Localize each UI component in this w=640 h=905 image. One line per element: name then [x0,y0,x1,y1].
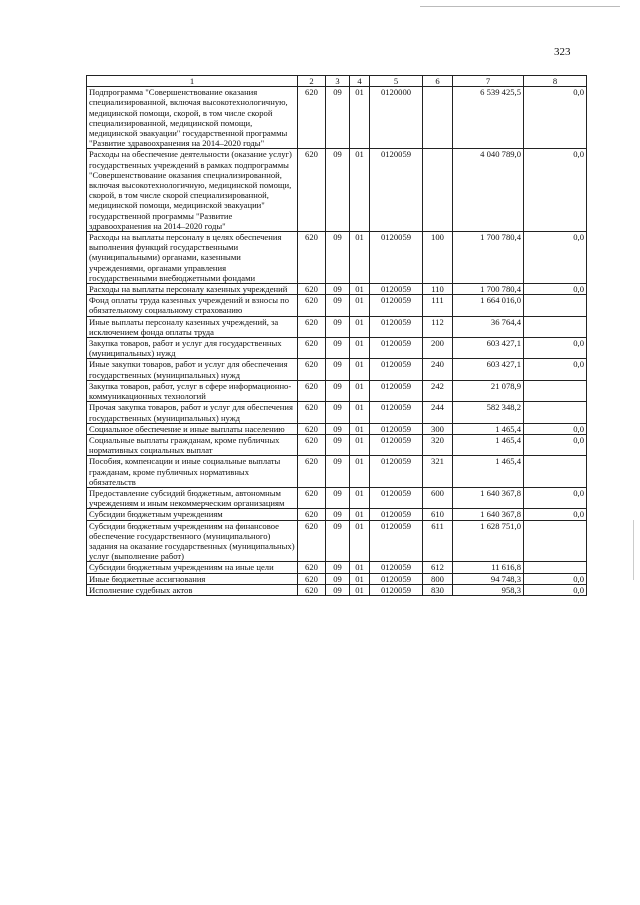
change-cell: 0,0 [524,573,587,584]
section-cell: 09 [326,520,350,562]
amount-cell: 1 465,4 [453,423,524,434]
amount-cell: 11 616,8 [453,562,524,573]
expense-type-cell: 242 [423,380,453,401]
subsection-cell: 01 [350,338,370,359]
subsection-cell: 01 [350,562,370,573]
change-cell: 0,0 [524,423,587,434]
admin-code-cell: 620 [298,423,326,434]
row-name-cell: Предоставление субсидий бюджетным, автономным учреждениям и иным некоммерческим организациям [87,487,298,508]
target-article-cell: 0120059 [370,338,423,359]
admin-code-cell: 620 [298,584,326,595]
subsection-cell: 01 [350,316,370,337]
change-cell: 0,0 [524,509,587,520]
target-article-cell: 0120059 [370,316,423,337]
table-row [87,316,587,337]
section-cell: 09 [326,338,350,359]
admin-code-cell: 620 [298,149,326,232]
table-row [87,87,587,149]
expense-type-cell: 830 [423,584,453,595]
table-row [87,359,587,380]
column-header: 3 [326,76,350,87]
section-cell: 09 [326,295,350,316]
admin-code-cell: 620 [298,284,326,295]
admin-code-cell: 620 [298,573,326,584]
section-cell: 09 [326,316,350,337]
table-row [87,434,587,455]
expense-type-cell: 110 [423,284,453,295]
expense-type-cell: 610 [423,509,453,520]
change-cell: 0,0 [524,584,587,595]
expense-type-cell: 800 [423,573,453,584]
expense-type-cell: 611 [423,520,453,562]
table-row [87,509,587,520]
budget-table [86,75,587,596]
row-name-cell: Субсидии бюджетным учреждениям на иные цели [87,562,298,573]
section-cell: 09 [326,487,350,508]
target-article-cell: 0120059 [370,295,423,316]
change-cell [524,295,587,316]
amount-cell: 603 427,1 [453,338,524,359]
scan-margin-mark [633,520,634,580]
subsection-cell: 01 [350,423,370,434]
row-name-cell: Субсидии бюджетным учреждениям на финансовое обеспечение государственного (муниципального) задания на оказание государственных (муниципальных) услуг (выполнение работ) [87,520,298,562]
target-article-cell: 0120059 [370,149,423,232]
amount-cell: 1 700 780,4 [453,232,524,284]
admin-code-cell: 620 [298,456,326,488]
target-article-cell: 0120059 [370,380,423,401]
change-cell [524,316,587,337]
subsection-cell: 01 [350,232,370,284]
target-article-cell: 0120059 [370,573,423,584]
amount-cell: 1 465,4 [453,456,524,488]
section-cell: 09 [326,456,350,488]
subsection-cell: 01 [350,584,370,595]
admin-code-cell: 620 [298,87,326,149]
section-cell: 09 [326,284,350,295]
table-row [87,284,587,295]
change-cell: 0,0 [524,434,587,455]
subsection-cell: 01 [350,573,370,584]
subsection-cell: 01 [350,520,370,562]
admin-code-cell: 620 [298,520,326,562]
admin-code-cell: 620 [298,359,326,380]
column-header: 5 [370,76,423,87]
table-row [87,562,587,573]
subsection-cell: 01 [350,487,370,508]
target-article-cell: 0120059 [370,520,423,562]
amount-cell: 94 748,3 [453,573,524,584]
table-row [87,520,587,562]
column-header: 7 [453,76,524,87]
amount-cell: 4 040 789,0 [453,149,524,232]
target-article-cell: 0120000 [370,87,423,149]
header-row [87,76,587,87]
column-header: 4 [350,76,370,87]
section-cell: 09 [326,402,350,423]
section-cell: 09 [326,87,350,149]
table-row [87,232,587,284]
amount-cell: 36 764,4 [453,316,524,337]
row-name-cell: Подпрограмма "Совершенствование оказания специализированной, включая высокотехнологичную, медицинской помощи, скорой, в том числе скорой специализированной, медицинской помощи, медицинской эвакуации" государственной программы "Развитие здравоохранения на 2014–2020 годы" [87,87,298,149]
expense-type-cell: 244 [423,402,453,423]
amount-cell: 958,3 [453,584,524,595]
row-name-cell: Иные выплаты персоналу казенных учреждений, за исключением фонда оплаты труда [87,316,298,337]
expense-type-cell: 112 [423,316,453,337]
row-name-cell: Фонд оплаты труда казенных учреждений и взносы по обязательному социальному страхованию [87,295,298,316]
section-cell: 09 [326,573,350,584]
table-row [87,338,587,359]
section-cell: 09 [326,149,350,232]
admin-code-cell: 620 [298,487,326,508]
section-cell: 09 [326,509,350,520]
expense-type-cell: 111 [423,295,453,316]
admin-code-cell: 620 [298,338,326,359]
table-row [87,573,587,584]
target-article-cell: 0120059 [370,584,423,595]
column-header: 2 [298,76,326,87]
section-cell: 09 [326,423,350,434]
admin-code-cell: 620 [298,232,326,284]
expense-type-cell: 100 [423,232,453,284]
target-article-cell: 0120059 [370,562,423,573]
table-row [87,380,587,401]
table-row [87,584,587,595]
amount-cell: 582 348,2 [453,402,524,423]
row-name-cell: Прочая закупка товаров, работ и услуг для обеспечения государственных (муниципальных) нужд [87,402,298,423]
column-header: 6 [423,76,453,87]
change-cell [524,402,587,423]
amount-cell: 1 700 780,4 [453,284,524,295]
change-cell [524,456,587,488]
table-row [87,487,587,508]
subsection-cell: 01 [350,380,370,401]
table-row [87,149,587,232]
page-number: 323 [554,46,571,58]
admin-code-cell: 620 [298,402,326,423]
table-row [87,423,587,434]
target-article-cell: 0120059 [370,487,423,508]
table-row [87,295,587,316]
amount-cell: 1 664 016,0 [453,295,524,316]
expense-type-cell [423,149,453,232]
target-article-cell: 0120059 [370,456,423,488]
target-article-cell: 0120059 [370,232,423,284]
amount-cell: 1 640 367,8 [453,487,524,508]
subsection-cell: 01 [350,456,370,488]
admin-code-cell: 620 [298,295,326,316]
change-cell: 0,0 [524,359,587,380]
expense-type-cell [423,87,453,149]
section-cell: 09 [326,359,350,380]
amount-cell: 603 427,1 [453,359,524,380]
amount-cell: 6 539 425,5 [453,87,524,149]
subsection-cell: 01 [350,434,370,455]
target-article-cell: 0120059 [370,284,423,295]
section-cell: 09 [326,434,350,455]
subsection-cell: 01 [350,149,370,232]
change-cell: 0,0 [524,338,587,359]
change-cell [524,520,587,562]
admin-code-cell: 620 [298,434,326,455]
row-name-cell: Социальные выплаты гражданам, кроме публичных нормативных социальных выплат [87,434,298,455]
row-name-cell: Исполнение судебных актов [87,584,298,595]
section-cell: 09 [326,380,350,401]
expense-type-cell: 200 [423,338,453,359]
target-article-cell: 0120059 [370,402,423,423]
change-cell: 0,0 [524,149,587,232]
change-cell: 0,0 [524,284,587,295]
target-article-cell: 0120059 [370,423,423,434]
expense-type-cell: 321 [423,456,453,488]
expense-type-cell: 300 [423,423,453,434]
row-name-cell: Иные бюджетные ассигнования [87,573,298,584]
row-name-cell: Расходы на выплаты персоналу казенных учреждений [87,284,298,295]
target-article-cell: 0120059 [370,509,423,520]
column-header: 8 [524,76,587,87]
subsection-cell: 01 [350,284,370,295]
table-body [87,87,587,596]
subsection-cell: 01 [350,295,370,316]
amount-cell: 21 078,9 [453,380,524,401]
row-name-cell: Пособия, компенсации и иные социальные выплаты гражданам, кроме публичных нормативных обязательств [87,456,298,488]
amount-cell: 1 465,4 [453,434,524,455]
column-header: 1 [87,76,298,87]
table-row [87,402,587,423]
row-name-cell: Иные закупки товаров, работ и услуг для обеспечения государственных (муниципальных) нужд [87,359,298,380]
row-name-cell: Закупка товаров, работ и услуг для государственных (муниципальных) нужд [87,338,298,359]
admin-code-cell: 620 [298,562,326,573]
amount-cell: 1 640 367,8 [453,509,524,520]
expense-type-cell: 600 [423,487,453,508]
subsection-cell: 01 [350,402,370,423]
change-cell: 0,0 [524,232,587,284]
subsection-cell: 01 [350,509,370,520]
row-name-cell: Расходы на обеспечение деятельности (оказание услуг) государственных учреждений в рамках подпрограммы "Совершенствование оказания специализированной, включая высокотехнологичную, медицинской помощи, скорой, в том числе скорой специализированной, медицинской помощи, медицинской эвакуации" государственной программы "Развитие здравоохранения на 2014–2020 годы" [87,149,298,232]
section-cell: 09 [326,584,350,595]
row-name-cell: Расходы на выплаты персоналу в целях обеспечения выполнения функций государственными (муниципальными) органами, казенными учреждениями, органами управления государственными внебюджетными фондами [87,232,298,284]
target-article-cell: 0120059 [370,434,423,455]
admin-code-cell: 620 [298,509,326,520]
change-cell [524,562,587,573]
row-name-cell: Субсидии бюджетным учреждениям [87,509,298,520]
change-cell: 0,0 [524,487,587,508]
expense-type-cell: 320 [423,434,453,455]
section-cell: 09 [326,562,350,573]
row-name-cell: Закупка товаров, работ, услуг в сфере информационно-коммуникационных технологий [87,380,298,401]
expense-type-cell: 612 [423,562,453,573]
scan-edge-line [420,6,620,7]
table-row [87,456,587,488]
admin-code-cell: 620 [298,380,326,401]
section-cell: 09 [326,232,350,284]
change-cell: 0,0 [524,87,587,149]
subsection-cell: 01 [350,87,370,149]
row-name-cell: Социальное обеспечение и иные выплаты населению [87,423,298,434]
amount-cell: 1 628 751,0 [453,520,524,562]
expense-type-cell: 240 [423,359,453,380]
change-cell [524,380,587,401]
admin-code-cell: 620 [298,316,326,337]
target-article-cell: 0120059 [370,359,423,380]
subsection-cell: 01 [350,359,370,380]
